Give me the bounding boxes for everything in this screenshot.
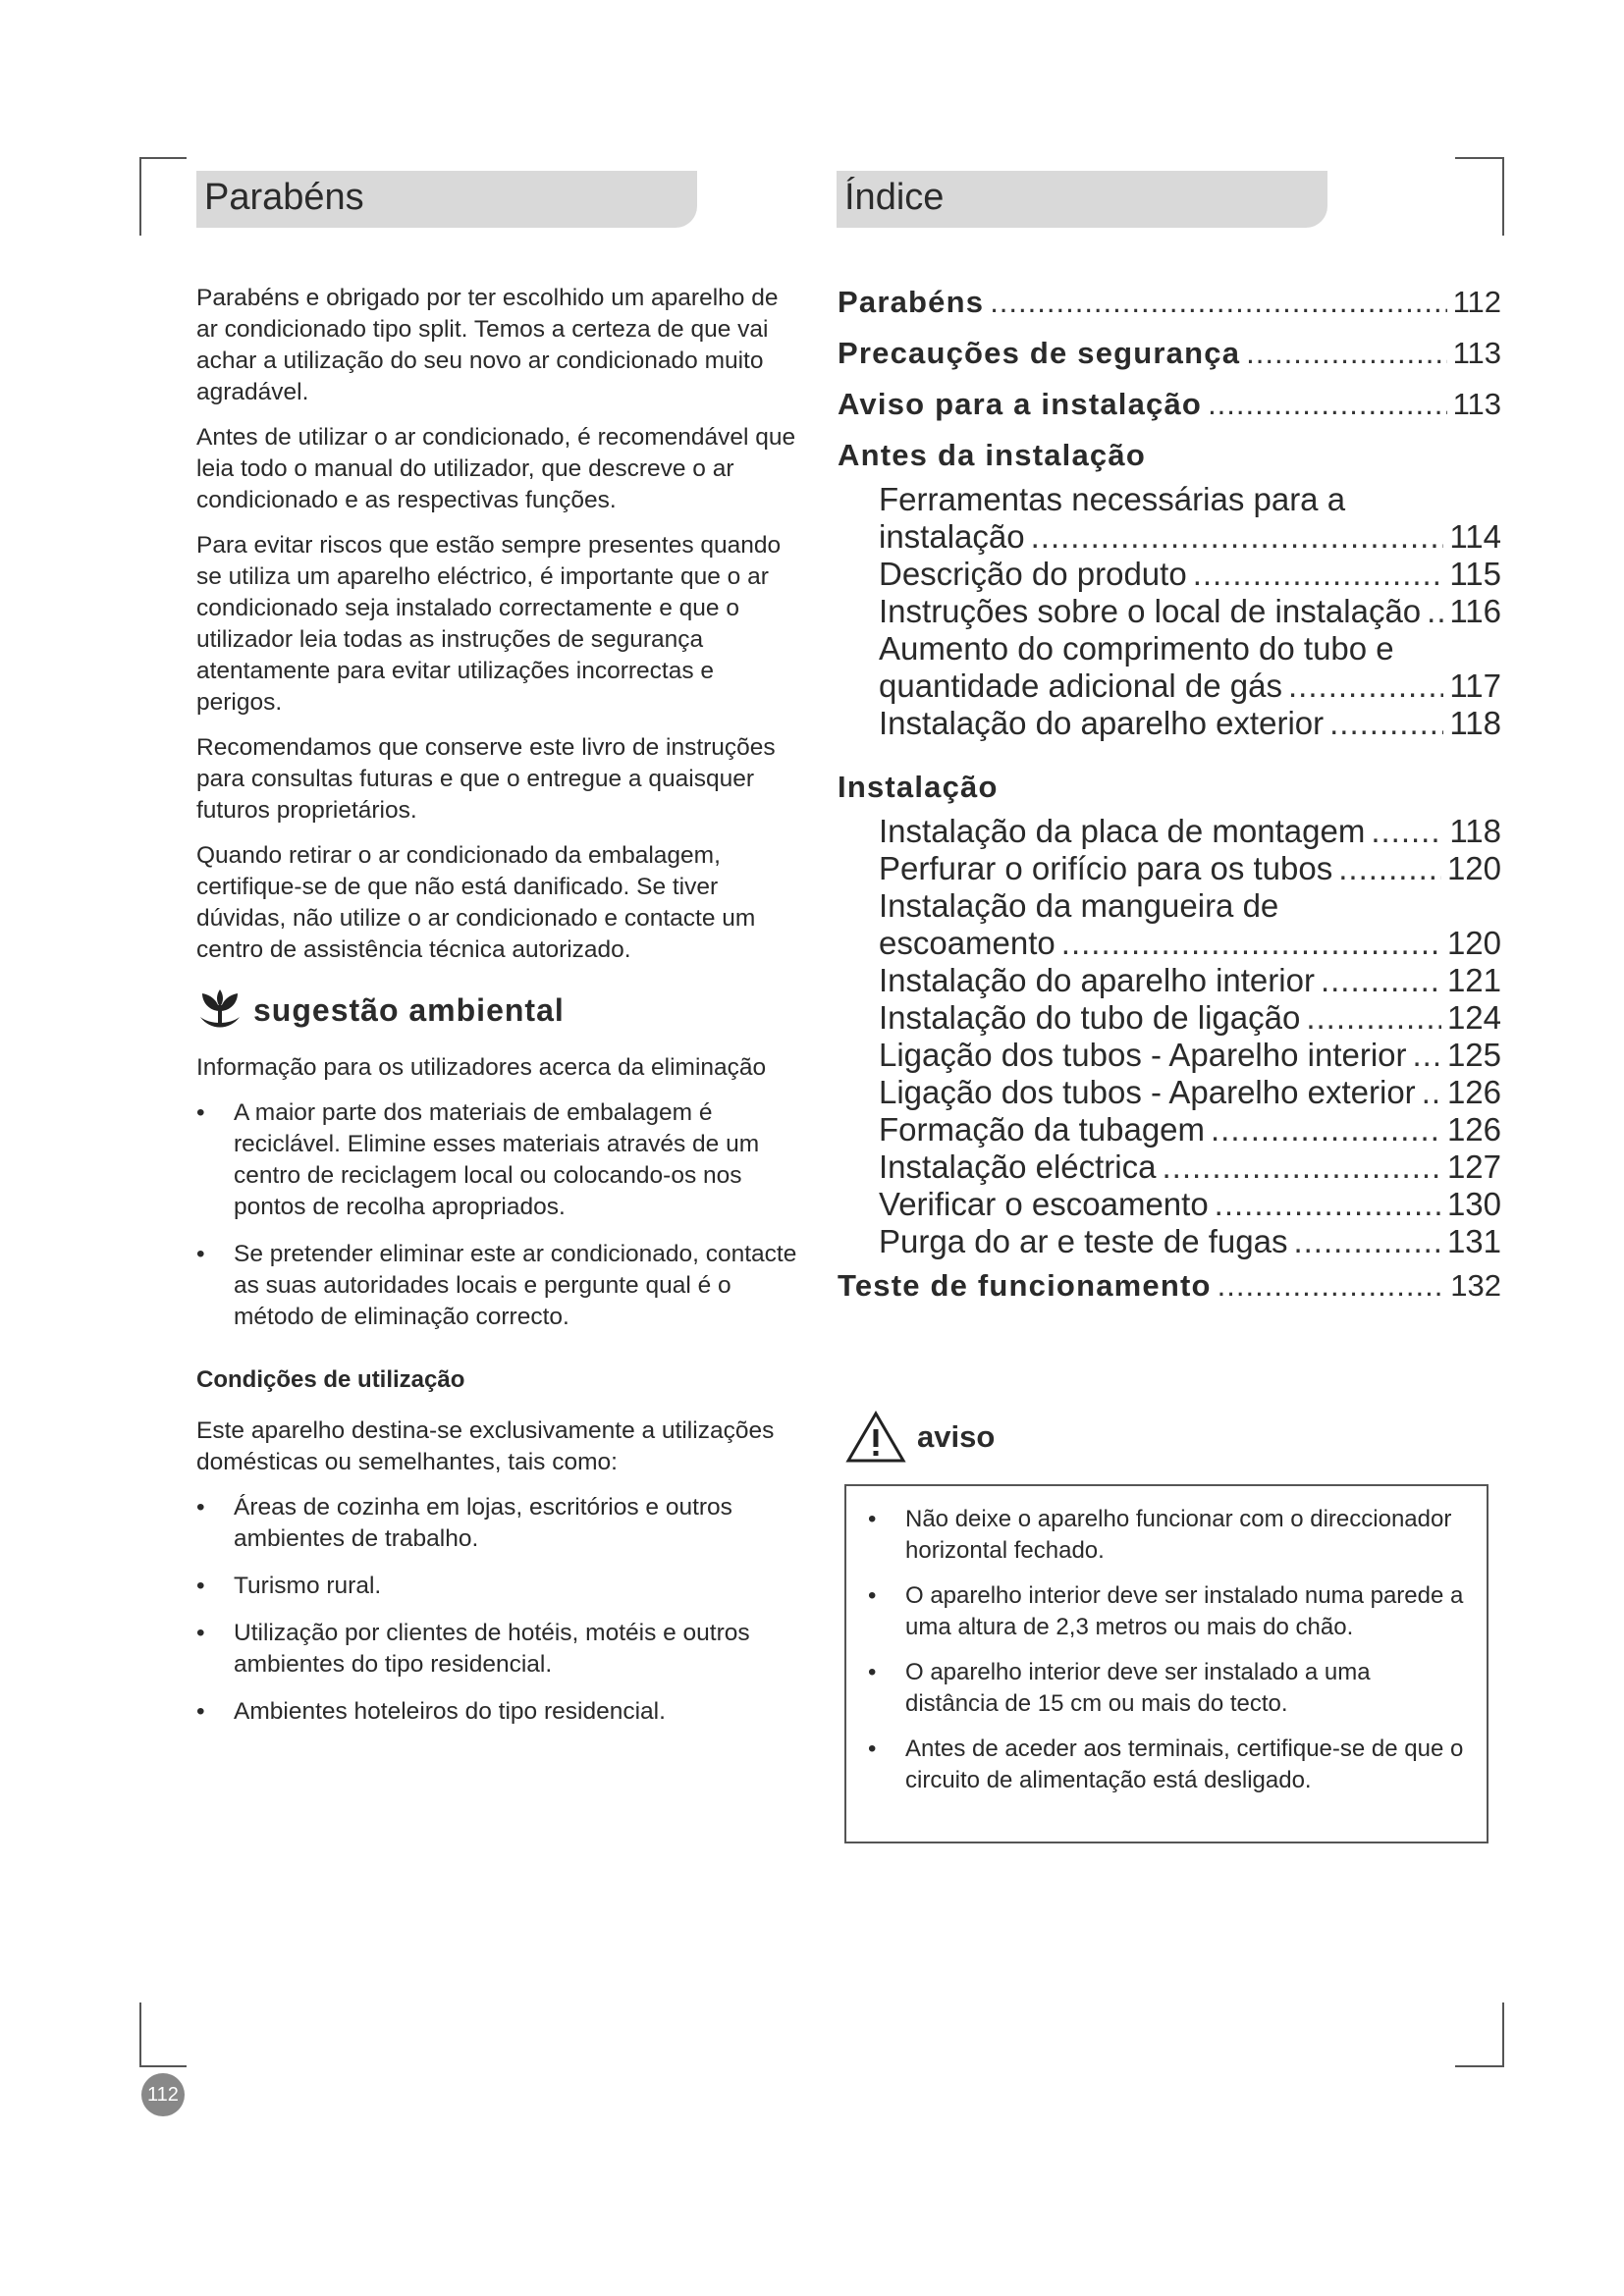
eco-intro: Informação para os utilizadores acerca da eliminação bbox=[196, 1054, 767, 1081]
toc-entry[interactable]: Ligação dos tubos - Aparelho exterior ..... 126 bbox=[838, 1074, 1501, 1111]
warning-triangle-icon bbox=[844, 1410, 907, 1465]
list-item: • Áreas de cozinha em lojas, escritórios e outros ambientes de trabalho. bbox=[196, 1494, 732, 1552]
toc-entry-teste[interactable]: Teste de funcionamento ..... 132 bbox=[838, 1260, 1501, 1311]
intro-paragraph: Recomendamos que conserve este livro de instruções para consultas futuras e que o entregue a quaisquer futuros proprietários. bbox=[196, 734, 776, 824]
toc-entry-line: Ferramentas necessárias para a bbox=[879, 481, 1346, 517]
toc-entry[interactable]: Purga do ar e teste de fugas ..... 131 bbox=[838, 1223, 1501, 1260]
list-item: • Turismo rural. bbox=[196, 1573, 382, 1599]
list-item: • O aparelho interior deve ser instalado numa parede a uma altura de 2,3 metros ou mais do chão. bbox=[868, 1582, 1464, 1640]
toc-entry[interactable]: instalação ..... 114 bbox=[838, 518, 1501, 556]
corner-mark-bottom-left bbox=[139, 2065, 187, 2067]
page-number-badge: 112 bbox=[141, 2073, 185, 2116]
corner-mark-top-right bbox=[1502, 157, 1504, 236]
list-item: • Ambientes hoteleiros do tipo residencial. bbox=[196, 1698, 666, 1725]
eco-heading bbox=[196, 988, 805, 1033]
list-item: • A maior parte dos materiais de embalagem é reciclável. Elimine esses materiais através de um centro de reciclagem local ou colocando-os nos pontos de recolha apropriados. bbox=[196, 1099, 760, 1220]
warning-bullet-list bbox=[868, 1504, 1465, 1796]
conditions-bullet-list bbox=[196, 1492, 805, 1728]
list-item: • Utilização por clientes de hotéis, motéis e outros ambientes do tipo residencial. bbox=[196, 1620, 750, 1678]
left-column bbox=[196, 283, 805, 1743]
corner-mark-top-left bbox=[139, 157, 141, 236]
warning-heading bbox=[844, 1410, 995, 1465]
eco-title: sugestão ambiental bbox=[253, 992, 565, 1028]
toc-entry[interactable]: quantidade adicional de gás ..... 117 bbox=[838, 667, 1501, 705]
toc-entry[interactable]: Verificar o escoamento ..... 130 bbox=[838, 1186, 1501, 1223]
toc-section-antes: Antes da instalação bbox=[838, 438, 1146, 472]
eco-bullet-list bbox=[196, 1097, 805, 1333]
toc-entry[interactable]: Instalação eléctrica ..... 127 bbox=[838, 1148, 1501, 1186]
right-section-header bbox=[837, 171, 1327, 228]
intro-paragraph: Parabéns e obrigado por ter escolhido um aparelho de ar condicionado tipo split. Temos a certeza de que vai achar a utilização do seu novo ar condicionado muito agradável. bbox=[196, 285, 779, 405]
eco-leaf-icon bbox=[196, 988, 244, 1033]
intro-paragraph: Antes de utilizar o ar condicionado, é recomendável que leia todo o manual do utilizador, que descreve o ar condicionado e as respectivas funções. bbox=[196, 424, 796, 513]
corner-mark-bottom-right bbox=[1502, 2002, 1504, 2067]
toc-entry[interactable]: Instalação do tubo de ligação ..... 124 bbox=[838, 999, 1501, 1037]
toc-entry[interactable]: Ligação dos tubos - Aparelho interior ..... 125 bbox=[838, 1037, 1501, 1074]
toc-entry[interactable]: Perfurar o orifício para os tubos ..... 120 bbox=[838, 850, 1501, 887]
toc-entry[interactable]: Instalação do aparelho exterior ..... 118 bbox=[838, 705, 1501, 742]
toc-entry[interactable]: Formação da tubagem ..... 126 bbox=[838, 1111, 1501, 1148]
toc-entry-line: Instalação da mangueira de bbox=[879, 887, 1279, 924]
toc-entry-parabens[interactable]: Parabéns ..... 112 bbox=[838, 277, 1501, 328]
list-item: • Antes de aceder aos terminais, certifique-se de que o circuito de alimentação está desligado. bbox=[868, 1735, 1464, 1793]
corner-mark-bottom-right bbox=[1455, 2065, 1504, 2067]
corner-mark-top-left bbox=[139, 157, 187, 159]
toc-entry[interactable]: Descrição do produto ..... 115 bbox=[838, 556, 1501, 593]
corner-mark-bottom-left bbox=[139, 2002, 141, 2067]
conditions-intro: Este aparelho destina-se exclusivamente a utilizações domésticas ou semelhantes, tais como: bbox=[196, 1417, 775, 1475]
warning-box bbox=[844, 1484, 1489, 1843]
toc-entry[interactable]: Instalação do aparelho interior ..... 121 bbox=[838, 962, 1501, 999]
corner-mark-top-right bbox=[1455, 157, 1504, 159]
toc-entry[interactable]: Instruções sobre o local de instalação ..... 116 bbox=[838, 593, 1501, 630]
conditions-title: Condições de utilização bbox=[196, 1366, 465, 1393]
intro-paragraph: Quando retirar o ar condicionado da embalagem, certifique-se de que não está danificado. Se tiver dúvidas, não utilize o ar condicionado e contacte um centro de assistência técnica autorizado. bbox=[196, 842, 756, 963]
table-of-contents bbox=[838, 277, 1501, 1311]
warning-title: aviso bbox=[917, 1419, 996, 1454]
left-header-title: Parabéns bbox=[204, 177, 364, 218]
intro-paragraph: Para evitar riscos que estão sempre presentes quando se utiliza um aparelho eléctrico, é importante que o ar condicionado seja instalado correctamente e que o utilizador leia todas as instruções de segurança atentamente para evitar utilizações incorrectas e perigos. bbox=[196, 532, 782, 716]
toc-entry-precaucoes[interactable]: Precauções de segurança ..... 113 bbox=[838, 328, 1501, 379]
left-section-header bbox=[196, 171, 697, 228]
list-item: • O aparelho interior deve ser instalado a uma distância de 15 cm ou mais do tecto. bbox=[868, 1659, 1371, 1717]
toc-entry-aviso[interactable]: Aviso para a instalação ..... 113 bbox=[838, 379, 1501, 430]
right-header-title: Índice bbox=[844, 177, 945, 218]
toc-entry[interactable]: Instalação da placa de montagem ..... 118 bbox=[838, 813, 1501, 850]
list-item: • Não deixe o aparelho funcionar com o direccionador horizontal fechado. bbox=[868, 1506, 1452, 1564]
list-item: • Se pretender eliminar este ar condicionado, contacte as suas autoridades locais e pergunte qual é o método de eliminação correcto. bbox=[196, 1241, 797, 1330]
toc-section-instalacao: Instalação bbox=[838, 770, 999, 804]
toc-entry[interactable]: escoamento ..... 120 bbox=[838, 925, 1501, 962]
toc-entry-line: Aumento do comprimento do tubo e bbox=[879, 630, 1394, 667]
